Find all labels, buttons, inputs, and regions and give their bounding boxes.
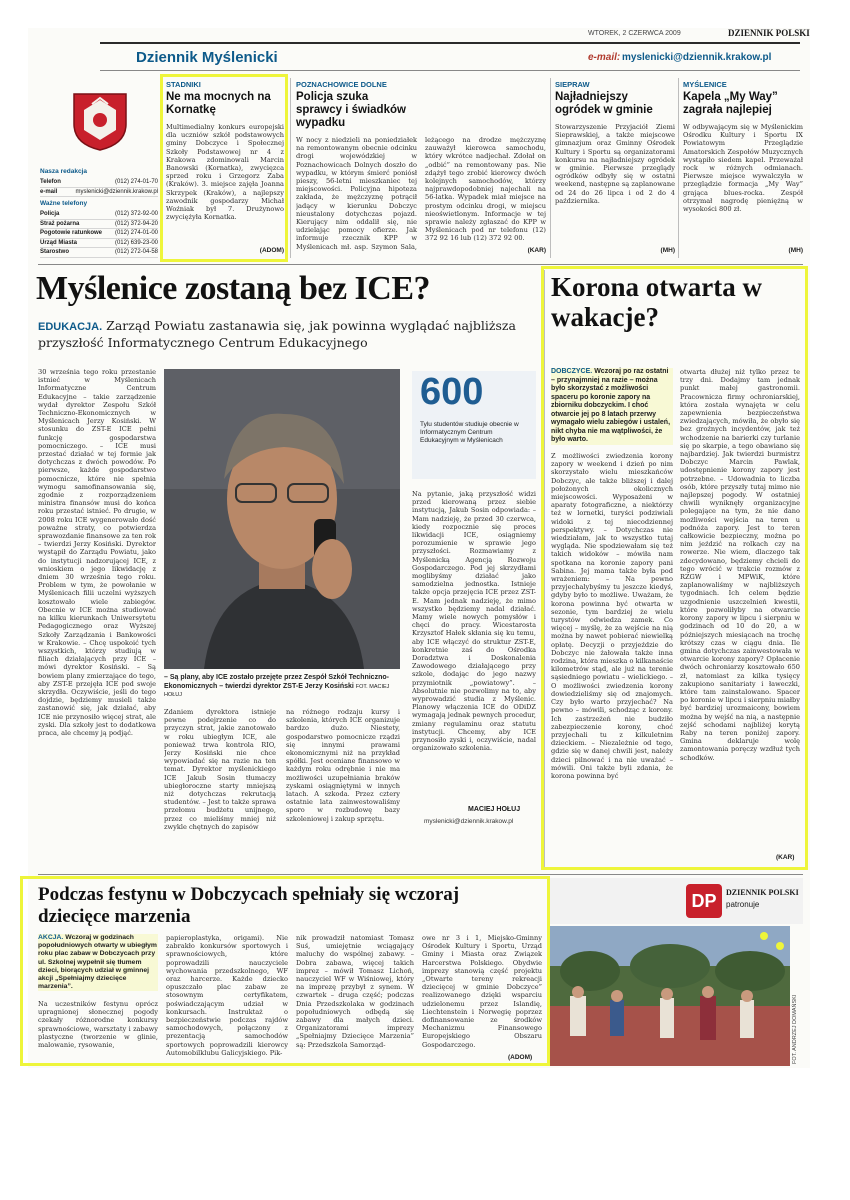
bottom-col-4: owe nr 3 i 1, Miejsko-Gminny Ośrodek Kultury i Sportu, Urząd Gminy i Miasta oraz Związek Harcerstwa Polskiego. Obydwie imprezy stanowią część projektu „Otwarte tereny rekreacji dziecięcej w gminie Dobczyce” realizowanego dzięki wsparciu udzielonemu przez Islandię, Liechtenstein i Norwegię poprzez dofinansowanie ze środków Mechanizmu Finansowego Europejskiego Obszaru Gospodarczego. [422, 934, 542, 1049]
patron-paper: DZIENNIK POLSKI [726, 888, 799, 897]
strip-item-myslenice [683, 80, 803, 258]
phone-row: Starostwo (012) 272-04-58 [40, 248, 158, 258]
photo-caption: – Są plany, aby ICE zostało przejęte przez Zespół Szkół Techniczno-Ekonomicznych – twierdzi dyrektor ZST-E Jerzy Kosiński FOT. MACIEJ HOŁUJ [164, 674, 390, 698]
patron-label: patronuje [726, 900, 760, 909]
strip-body: W nocy z niedzieli na poniedziałek na remontowanym obecnie odcinku drogi wojewódzkiej w Poznachowicach Dolnych doszło do wypadku, w którym śmierć poniósł pieszy, 56-letni mieszkaniec tej miejscowości. Policyjna hipoteza zakłada, że mężczyznę potrącił jadący w kierunku Dobczyc nieustalony dotychczas pojazd. Kierujący nim oddalił się, nie udzielając pomocy ofierze. Jak informuje rzecznik KPP w Myślenicach mł. asp. Szymon Sala, leżącego na drodze mężczyznę zauważył kierowca samochodu, który wkrótce nadjechał. Zdołał on „odbić” na remontowany pas. Nie zdążył tego zrobić kierowcy dwóch kolejnych samochodów, którzy najprawdopodobniej najechali na 56-latka. Wypadek miał miejsce na prostym odcinku drogi, w miejscu nieoświetlonym. Informacje w tej sprawie należy zgłaszać do KPP w Myślenicach pod nr telefonu (12) 372 92 16 lub (12) 372 92 00. [296, 136, 546, 251]
side-lead-place: DOBCZYCE. [551, 368, 593, 375]
main-lead [38, 318, 538, 350]
strip-body: Stowarzyszenie Przyjaciół Ziemi Sieprawskiej, a także miejscowe gimnazjum oraz Gminny Ośrodek Kultury i Sportu są organizatorami konkursu na najładniejszy ogródek w gminie. Pierwsze przeglądy ogródków odbyły się w ostatni weekend, następne są zaplanowane od 24 do 26 lipca i od 2 do 4 października. [555, 123, 675, 205]
contact-list [40, 178, 158, 197]
issue-date: WTOREK, 2 CZERWCA 2009 [588, 30, 681, 37]
strip-sign: (KAR) [527, 247, 546, 254]
side-lead-text: Wczoraj po raz ostatni – przynajmniej na razie – można było skorzystać z możliwości spaceru po koronie zapory na zbiorniku dobczyckim. I choć otwarcie jej po 8 latach przerwy wymagało wielu zabiegów i ustaleń, nikt chyba nie ma wątpliwości, że było warto. [551, 368, 671, 443]
main-lead-kicker: EDUKACJA. [38, 321, 103, 333]
phone-row: Urząd Miasta (012) 639-23-00 [40, 239, 158, 249]
phone-row: Pogotowie ratunkowe (012) 274-01-00 [40, 229, 158, 239]
phones-list [40, 210, 158, 258]
strip-title: Kapela „My Way” zagrała najlepiej [683, 91, 778, 116]
strip-item-stadniki [166, 80, 284, 258]
redakcja-title: Nasza redakcja [40, 168, 87, 175]
main-col-bottom-1: Zdaniem dyrektora istnieje pewne podejrzenie co do przyczyn strat, jakie zanotowało w roku ubiegłym ICE, ale ponieważ trwa kontrola RIO, Jerzy Kosiński nie chce wypowiadać się na razie na ten temat. Dyrektor myślenickiego ICE Jakub Sosin tłumaczy ubiegłoroczne starty mniejszą niż dotychczas rekrutacją studentów. – Jest to także sprawa przełomu budżetu unijnego, przez co mieliśmy mniej niż zwykle chętnych do zapisów [164, 708, 276, 831]
bottom-lead-place: AKCJA. [38, 934, 64, 941]
main-author: MACIEJ HOŁUJ [468, 806, 521, 813]
strip-sign: (ADOM) [259, 247, 284, 254]
portrait-photo [164, 369, 400, 669]
photo-credit: FOT. MACIEJ HOŁUJ [164, 683, 390, 698]
main-headline: Myślenice zostaną bez ICE? [36, 270, 431, 307]
strip-kicker: STADNIKI [166, 80, 201, 89]
main-lead-text: Zarząd Powiatu zastanawia się, jak powinna wyglądać najbliższa przyszłość Informatycznego Centrum Edukacyjnego [38, 318, 516, 350]
patron-logo: DP [686, 884, 722, 918]
strip-sign: (MH) [788, 247, 803, 254]
main-col-bottom-2: na różnego rodzaju kursy i szkolenia, których ICE organizuje bardzo dużo. Niestety, gospodarstwo pomocnicze rządzi się innymi prawami ekonomicznymi niż na przykład spółki. Jest oceniane finansowo w każdym roku odrębnie i nie ma możliwości uzupełniania braków zyskami osiągniętymi w innych latach. A szkoda. Przez cztery ostatnie lata zainwestowaliśmy sporo w rozbudowę bazy szkoleniowej i zakup sprzętu. [286, 708, 400, 823]
strip-kicker: MYŚLENICE [683, 80, 727, 89]
header-rule [100, 42, 800, 44]
header-email-link[interactable]: myslenicki@dziennik.krakow.pl [622, 52, 772, 63]
festival-photo [550, 926, 790, 1066]
section-title: Dziennik Myślenicki [136, 49, 278, 66]
main-col-3: Na pytanie, jaką przyszłość widzi przed kierowaną przez siebie instytucją, Jakub Sosin odpowiada: – Mam nadzieję, że przed 30 czerwca, kiedy rozpocznie się proces likwidacji ICE, osiągniemy porozumienie w sprawie jego przyszłości. Rozmawiamy z Myślenicką Agencją Rozwoju Gospodarczego. Pod jej skrzydłami moglibyśmy działać jako samodzielna jednostka. Istnieje także opcja przejęcia ICE przez ZST-E. Mam jednak nadzieję, że mimo wszystko będziemy nadal działać. Mamy wiele nowych pomysłów i chęci do pracy. Wicestarosta Krzysztof Hałek skłania się ku temu, aby ICE włączyć do struktur ZST-E, konkretnie zaś do Ośrodka Doradztwa i Doskonalenia Zawodowego działającego przy szkole, dodając do jego nazwy przymiotnik „powiatowy”. – Absolutnie nie pozwolimy na to, aby wyprowadzić studia z Myślenic. Planowy włączenia ICE do ODiDZ wymagają jednak pewnych procedur, zmiany regulaminu oraz statutu instytucji. Chcemy, aby ICE przynosiło zyski i, oczywiście, nadal organizowało szkolenia. [412, 490, 536, 753]
stat-number: 600 [420, 371, 484, 413]
patron-box [550, 878, 803, 924]
contact-email[interactable]: e-mail myslenicki@dziennik.krakow.pl [40, 188, 158, 198]
bottom-headline: Podczas festynu w Dobczycach spełniały się wczoraj dziecięce marzenia [38, 884, 460, 927]
bottom-col-3: nik prowadził natomiast Tomasz Suś, umiejętnie wciągający maluchy do wspólnej zabawy. – Dobra zabawa, więcej takich imprez – mówił Tomasz Lichoń, nauczyciel WF w Wiśniowej, który na imprezę przybył z synem. W czwartek – druga część; podczas Dnia Przedszkolaka w godzinach popołudniowych odbędą się zabawy dla małych dzieci. Organizatorami imprezy „Spełniajmy Dziecięce Marzenia” są: Przedszkola Samorząd- [296, 934, 414, 1049]
side-col-2: otwarta dłużej niż tylko przez te trzy dni. Dodajmy tam jednak punkt małej gastronomii. Pracownicza firmy ochroniarskiej, która została wynajęta w celu zapewnienia bezpieczeństwa zwiedzających, mówiła, że obyło się bez groźnych incydentów, jak też wchodzenie na barierki czy turlanie się po skarpie, a tego obawiano się najbardziej. Jak twierdzi burmistrz Dobczyc Marcin Pawlak, udostępnienie korony zapory jest potrzebne. – Udowadnia to liczba osób, które przyszły tutaj mimo nie najlepszej pogody. W ostatniej chwili wyniknęły organizacyjne polegające na tym, że nie dano możliwości wejścia na teren u podnóża zapory. Jest to teren całkowicie bezpieczny, można po nim jeździć na rolkach czy na rowerze. Nie wiem, dlaczego tak zdecydowano, będziemy chcieli do tego wrócić w trakcie rozmów z RZGW i MPWiK, które zaplanowaliśmy w najbliższych tygodniach. Ich celem będzie uzgodnienie uszczelnień kwestii, które pozwoliłyby na otwarcie korony zapory w lipcu i sierpniu w godzinach od 10 do 20, a w późniejszych miesiącach na trochę krótszy czas w ciągu dnia. Ile gmina dotychczas zainwestowała w otwarcie korony zapory? Opłacenie dwóch ochroniarzy kosztowało 650 zł, natomiast za kilka tysięcy zakupiono sanitariaty i ławeczki, które tam zainstalowano. Spacer po koronie w lipcu i sierpniu miałby być bardziej urozmaicony, bowiem można by wejść na nią, a następnie zejść schodami najbliżej korytą Raby na teren poniżej zapory. Gmina deklaruje wolę zamontowania poręczy wzdłuż tych schodków. [680, 368, 800, 762]
newspaper-page [28, 28, 810, 1068]
strip-sign: (MH) [660, 247, 675, 254]
stat-caption: Tylu studentów studiuje obecnie w Informatycznym Centrum Edukacyjnym w Myślenicach [420, 421, 519, 444]
bottom-lead [38, 934, 158, 991]
paper-name: DZIENNIK POLSKI [728, 28, 810, 38]
strip-item-poznachowice [296, 80, 546, 258]
strip-item-sieprawi [555, 80, 675, 258]
main-col-1: 30 września tego roku przestanie istnieć w Myślenicach Informatyczne Centrum Edukacyjne – takie zarządzenie wydał dyrektor Zespołu Szkół Techniczno-Ekonomicznych w Myślenicach Jerzy Kosiński. W stosunku do ZST-E ICE pełni funkcję gospodarstwa pomocniczego. – ICE musi przestać działać w tej formie jak dotychczas z dwóch powodów. Po pierwsze, każde gospodarstwo pomocnicze, które nie spełnia wymogu samofinansowania się, zgodnie z rozporządzeniem ministra finansów musi do końca roku przestać istnieć. Po drugie, w 2008 roku ICE wygenerowało dość poważne straty, co potwierdza sprawozdanie finansowe za ten rok – twierdzi Jerzy Kosiński. Dyrektor wystąpił do Zarządu Powiatu, jako do instytucji nadzorującej ICE, z wnioskiem o jego likwidację z dniem 30 września tego roku. Problem w tym, że powołanie w Myślenicach filii uczelni wyższych kosztowało wiele zabiegów. Obecnie w ICE można studiować na kilku kierunkach Uniwersytetu Pedagogicznego oraz Wyższej Szkoły Zarządzania i Bankowości w Krakowie. – Chcę uspokoić tych wszystkich, którzy studiują w filiach działających przy ICE – mówi dyrektor Kosiński. – Są bowiem plany zmierzające do tego, aby ZST-E przejęła ICE pod swoje skrzydła. Oczywiście, jeśli do tego dojdzie, będziemy musieli także zastanowić się, jak działać, aby ICE nie przynosiło więcej strat, ale zyski. Dla szkoły jest to dodatkowa praca, ale chcemy ją podjąć. [38, 368, 156, 737]
bottom-sign: (ADOM) [508, 1054, 533, 1061]
side-lead [551, 368, 673, 445]
strip-kicker: POZNACHOWICE DOLNE [296, 80, 387, 89]
header-rule-bottom [100, 70, 800, 71]
strip-title: Policja szuka sprawcy i świadków wypadku [296, 91, 406, 129]
main-author-email[interactable]: myslenicki@dziennik.krakow.pl [424, 818, 514, 825]
bottom-col-1b: Na uczestników festynu oprócz upragnionej słonecznej pogody czekały różnorodne konkursy sprawnościowe, warsztaty i zabawy plastyczne (tworzenie w glinie, malowanie, rysowanie, [38, 1000, 158, 1050]
bottom-lead-text: Wczoraj w godzinach popołudniowych otwarty w ubiegłym roku plac zabaw w Dobczycach przy ul. Szkolnej wypełnił się tłumem dzieci, biorących udział w gminnej akcji „Spełniajmy dziecięce marzenia”. [38, 934, 157, 991]
strip-title: Ne ma mocnych na Kornatkę [166, 91, 271, 116]
strip-title: Najładniejszy ogródek w gminie [555, 91, 653, 116]
strip-body: Multimedialny konkurs europejski dla uczniów szkół podstawowych gminy Dobczyce i Społecznej Szkoły Podstawowej nr 4 z Krakowa zdominowali Marcin Banowski (Kornatka), zwycięzca sprzed roku i Grzegorz Zaba (Kraków). 3. miejsce zajęła Joanna Skrzypek (Kraków), a najlepszy zawodnik gospodarzy Michał Woźniak był 7. Drużynowo zwyciężyła Kornatka. [166, 123, 284, 222]
phone-row: Straż pożarna (012) 372-94-20 [40, 220, 158, 230]
strip-body: W odbywającym się w Myślenickim Ośrodku Kultury i Sportu IX Powiatowym Przeglądzie Amatorskich Zespołów Muzycznych wystąpiło siedem kapel. Przeważał rock w różnych odmianach. Pierwsze miejsce wywalczyła w przeglądzie formacja „My Way” grająca blues-rocka. Zespół otrzymał nagrodę pieniężną w wysokości 800 zł. [683, 123, 803, 214]
side-col-1: Z możliwości zwiedzenia korony zapory w weekend i dzień po nim skorzystało wielu mieszkańców Dobczyc, ale także bliższej i dalej położonych okolicznych miejscowości. Wyposażeni w aparaty fotograficzne, a niektórzy też w lornetki, turyści podziwiali widoki z tej niecodziennej perspektywy. – Dotychczas nie wiedziałam, jak to wszystko tutaj wygląda. Nie spodziewałam się też takich widoków – mówiła nam spotkana na koronie zapory pani Sabina. Jej mama także była pod wrażeniem: – Na pewno przyjechalybyśmy tu jeszcze kiedyś, gdyby było to możliwe. Uważam, że korona powinna być otwarta w sezonie, tym bardziej że wielu turystów odwiedza zamek. Co więcej – myślę, że za wejście na nią można by nawet pobierać niewielką opłatę. Decyzji o przyjeździe do Dobczyc nie żałowała także inna rodzina, która mieszka o kilkanaście kilometrów stąd, ale już na terenie sąsiedniego powiatu – wielickiego. – O możliwości zwiedzenia korony dowiedzieliśmy się od znajomych. Czy było warto przyjechać? Na pewno – mówili, schodząc z korony. Ich zastrzeżeń nie budziło zabezpieczenie korony, choć przyjechali tu z kilkuletnim dzieckiem. – Niezależnie od tego, gdzie się w danej chwili jest, należy dzieci pilnować i na nie uważać – mówili. Oni także byli zdania, że korona powinna być [551, 452, 673, 780]
side-sign: (KAR) [776, 854, 795, 861]
crest-logo [70, 90, 130, 152]
phone-row: Policja (012) 372-92-00 [40, 210, 158, 220]
stat-box [412, 371, 536, 479]
sidebar [40, 76, 160, 261]
phones-title: Ważne telefony [40, 200, 88, 207]
bottom-col-2: papieroplastyka, origami). Nie zabrakło konkursów sportowych i sprawnościowych, które poprowadzili nauczyciele wychowania przedszkolnego, WF oraz harcerze. Każde dziecko opuszczało plac zabaw ze stosownym certyfikatem, poświadczającym udział w konkursach. Instruktaż o bezpieczeństwie podczas rajdów samochodowych, połączony z prezentacją samochodów sportowych poprowadzili kierowcy Automobilklubu Galicyjskiego. Pik- [166, 934, 288, 1057]
side-headline: Korona otwarta w wakacje? [551, 272, 762, 332]
festival-photo-credit: FOT. ANDRZEJ DOMAŃSKI [792, 994, 798, 1064]
contact-phone: Telefon (012) 274-01-70 [40, 178, 158, 188]
strip-kicker: SIEPRAW [555, 80, 590, 89]
email-label: e-mail: [588, 52, 621, 63]
